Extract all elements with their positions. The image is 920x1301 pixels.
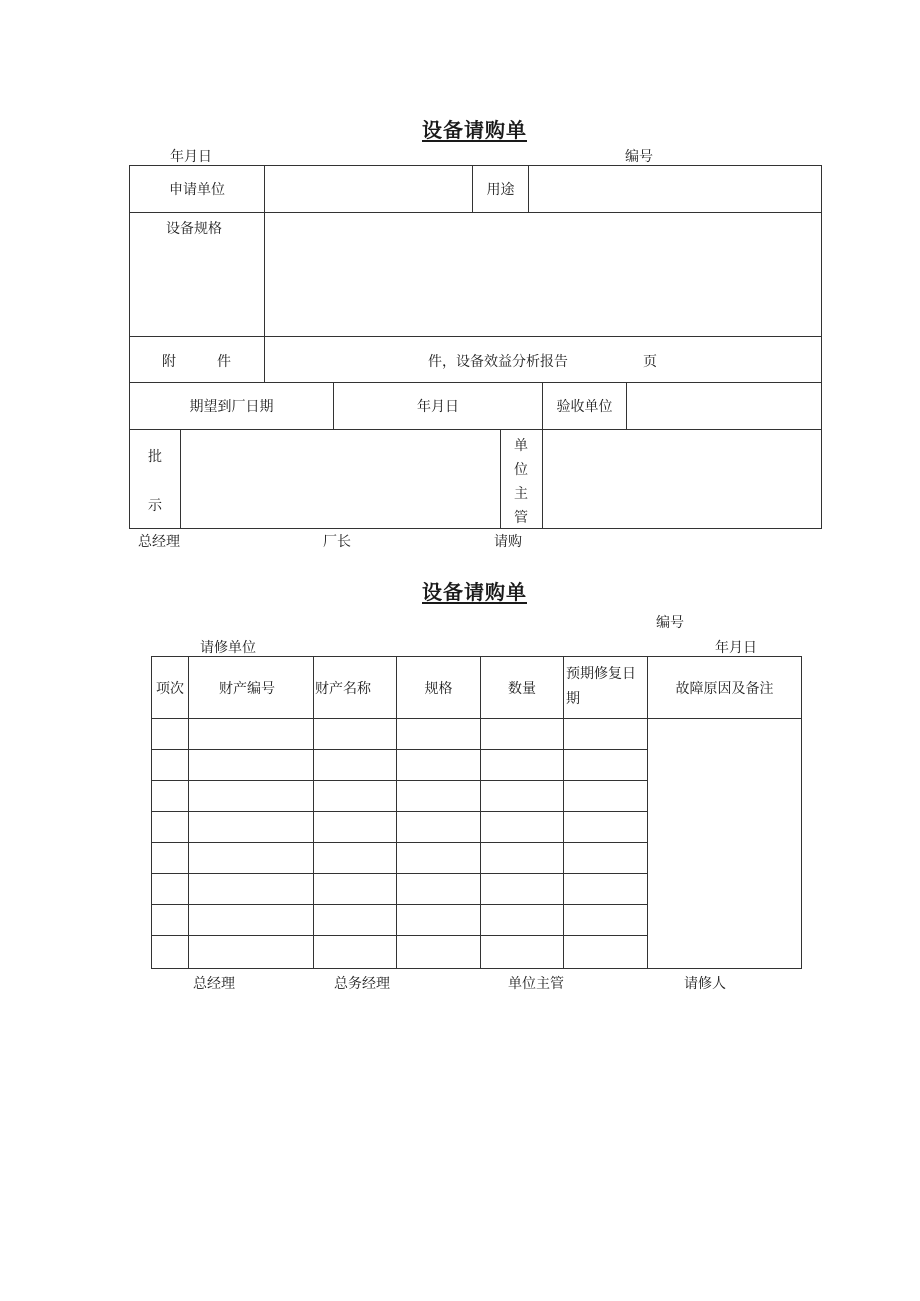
sign-general-manager: 总经理: [138, 534, 180, 550]
unit-manager-char: 管: [514, 510, 528, 526]
form1-title: 设备请购单: [422, 118, 527, 142]
expected-date-label: 期望到厂日期: [189, 399, 274, 415]
header-expected-repair-date: 预期修复日期: [566, 666, 636, 707]
table-row[interactable]: [152, 812, 647, 842]
header-spec: 规格: [424, 680, 453, 697]
table-row[interactable]: [152, 719, 647, 749]
unit-manager-char: 主: [514, 486, 528, 502]
usage-label: 用途: [486, 182, 515, 198]
spec-label: 设备规格: [166, 221, 222, 237]
header-fault-remarks: 故障原因及备注: [675, 680, 774, 697]
attach-page: 页: [643, 354, 657, 370]
header-item-no: 项次: [156, 680, 184, 697]
unit-manager-char: 单: [514, 438, 528, 454]
expected-date-field[interactable]: 年月日: [417, 399, 459, 415]
unit-manager-char: 位: [514, 462, 528, 478]
table-row[interactable]: [152, 905, 647, 935]
approve-label-1: 批: [148, 449, 162, 465]
fault-remarks-field[interactable]: [648, 719, 801, 968]
approve-field[interactable]: [181, 430, 500, 528]
approve-label-2: 示: [148, 498, 162, 514]
accept-unit-field[interactable]: [627, 383, 821, 429]
accept-unit-label: 验收单位: [556, 399, 613, 415]
table-row[interactable]: [152, 874, 647, 904]
apply-unit-field[interactable]: [265, 166, 472, 212]
header-asset-no: 财产编号: [219, 680, 275, 697]
sign-repair-requester: 请修人: [684, 976, 726, 992]
apply-unit-label: 申请单位: [169, 182, 225, 198]
table-row[interactable]: [152, 750, 647, 780]
unit-manager-field[interactable]: [543, 430, 821, 528]
form2-number-label: 编号: [656, 615, 684, 631]
table-row[interactable]: [152, 843, 647, 873]
attach-label-1: 附: [162, 354, 176, 370]
sign-requester: 请购: [494, 534, 522, 550]
form1-date-label: 年月日: [170, 149, 212, 165]
header-quantity: 数量: [508, 680, 536, 697]
form1-number-label: 编号: [625, 149, 653, 165]
attach-label-2: 件: [217, 354, 231, 370]
form2-date-label: 年月日: [715, 640, 757, 656]
table-row[interactable]: [152, 936, 647, 968]
form2-title: 设备请购单: [422, 580, 527, 604]
repair-unit-label: 请修单位: [200, 640, 256, 656]
sign-admin-manager: 总务经理: [334, 976, 390, 992]
unit-manager-label: [514, 434, 530, 530]
sign-general-manager-2: 总经理: [193, 976, 235, 992]
header-asset-name: 财产名称: [315, 680, 371, 697]
sign-unit-manager: 单位主管: [508, 976, 564, 992]
spec-field[interactable]: [265, 213, 821, 336]
usage-field[interactable]: [529, 166, 821, 212]
sign-director: 厂长: [323, 534, 351, 550]
attach-text: 件，设备效益分析报告: [428, 354, 568, 370]
table-row[interactable]: [152, 781, 647, 811]
